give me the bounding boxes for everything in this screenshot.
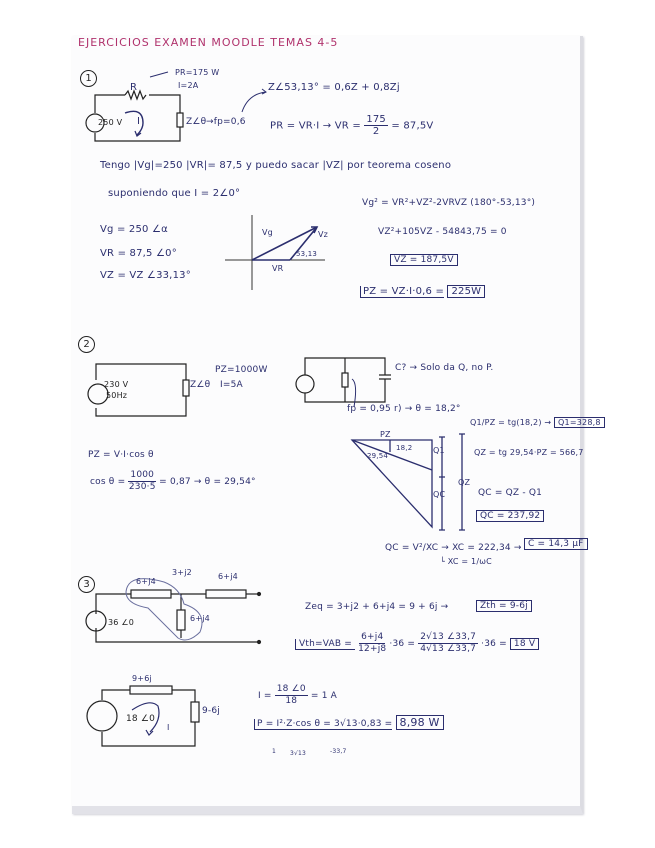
zth-result: Zth = 9-6j (476, 600, 532, 612)
source-frequency: 50Hz (106, 391, 128, 400)
triangle-qz-label: QZ (458, 478, 471, 487)
phasor-vr-label: VR (272, 264, 284, 273)
cosine-law-equation: Vg² = VR²+VZ²-2VRVZ (180°-53,13°) (362, 198, 536, 208)
ex1-text-line2: suponiendo que I = 2∠0° (108, 188, 241, 199)
parallel-result-label: 3+j2 (172, 568, 192, 577)
given-pr: PR=175 W (175, 68, 220, 77)
vz-result: VZ = 187,5V (390, 254, 458, 266)
cos-fraction: $\frac{1000}{230\cdot 5}$ (128, 470, 156, 492)
exercise-2-number: 2 (78, 336, 95, 353)
impedance-label: Z∠θ (190, 380, 211, 390)
triangle-pz-label: PZ (380, 430, 391, 439)
vr-calc (270, 114, 433, 137)
zeq-equation: Zeq = 3+j2 + 6+j4 = 9 + 6j → (305, 602, 449, 612)
power-result: 8,98 W (396, 715, 444, 730)
current-label: I (167, 723, 170, 732)
phasor-vz-label: Vz (318, 230, 329, 239)
given-pz: PZ=1000W (215, 365, 268, 375)
triangle-angle-large: 29,54 (367, 452, 389, 460)
arrow-icon (150, 72, 170, 78)
vr-formula: PR = VR·I → VR = (270, 120, 361, 132)
vth-result: 18 V (510, 638, 539, 650)
cos-theta-calc: cos θ = $\frac{1000}{230\cdot 5}$ = 0,87 → θ = 29,54° (90, 470, 256, 492)
pz-calc (360, 286, 485, 297)
z-angle-equation: Z∠53,13° = 0,6Z + 0,8Zj (268, 82, 400, 93)
vz-phasor: VZ = VZ ∠33,13° (100, 270, 191, 281)
triangle-angle-small: 18,2 (396, 444, 413, 452)
source-voltage: 230 V (104, 380, 129, 389)
q1-result: Q1=328,8 (554, 417, 605, 428)
current-calc: I = $\frac{18 \angle 0}{18}$ = 1 A (258, 684, 338, 706)
pz-formula: PZ = V·I·cos θ (88, 450, 154, 460)
given-i: I=2A (178, 81, 199, 90)
z-series-label: 9+6j (132, 674, 152, 683)
source-voltage: 36 ∠0 (108, 618, 134, 627)
document-title: EJERCICIOS EXAMEN MOODLE TEMAS 4-5 (78, 36, 339, 49)
triangle-q1-label: Q1 (433, 446, 445, 455)
vg-phasor: Vg = 250 ∠α (100, 224, 168, 235)
phasor-diagram (225, 215, 335, 295)
vr-fraction: $\frac{175}{2}$ (366, 114, 386, 137)
sub-i: 1 (272, 748, 277, 755)
sub-z: 3√13 (290, 750, 307, 757)
vth-calc: Vth=VAB = $\frac{6+j4}{12+j8}$ ·36 = $\frac{2√13 \angle 33,7}{4√13 \angle 33,7}$ ·36 = 18 V (295, 632, 539, 655)
source-voltage: 18 ∠0 (126, 714, 156, 724)
given-i: I=5A (220, 380, 243, 390)
pz-result: 225W (447, 285, 485, 298)
vr-result: = 87,5V (391, 120, 434, 132)
impedance-label: Z∠θ (186, 117, 207, 127)
pz-formula: PZ = VZ·I·0,6 = (360, 286, 444, 298)
ex1-circuit-diagram (85, 85, 205, 145)
power-calc: P = I²·Z·cos θ = 3√13·0,83 = 8,98 W (254, 716, 444, 729)
z3-label: 6+j4 (190, 614, 210, 623)
qc-formula: QC = QZ - Q1 (478, 488, 543, 498)
xc-note: └ XC = 1/ωC (440, 557, 492, 566)
z2-label: 6+j4 (218, 572, 238, 581)
exercise-1-number: 1 (80, 70, 97, 87)
arrow-icon (240, 88, 270, 114)
quadratic-equation: VZ²+105VZ - 54843,75 = 0 (378, 227, 507, 237)
qz-calc: QZ = tg 29,54·PZ = 566,7 (474, 448, 584, 457)
power-factor: →fp=0,6 (206, 117, 246, 127)
sub-theta: -33,7 (330, 748, 347, 755)
z-load-label: 9-6j (202, 706, 221, 716)
vr-phasor: VR = 87,5 ∠0° (100, 248, 177, 259)
phasor-angle-label: 53,13 (296, 250, 318, 258)
qc-xc-equation: QC = V²/XC → XC = 222,34 → (385, 543, 522, 553)
target-power-factor: fp = 0,95 r) → θ = 18,2° (347, 404, 461, 414)
resistor-label: R (130, 82, 138, 93)
q1-calc: Q1/PZ = tg(18,2) → Q1=328,8 (470, 418, 605, 427)
source-voltage: 250 V (98, 118, 123, 127)
phasor-vg-label: Vg (262, 228, 273, 237)
exercise-3-number: 3 (78, 576, 95, 593)
ex2-capacitor-circuit (295, 355, 395, 407)
triangle-qc-label: QC (433, 490, 446, 499)
current-label: I (137, 116, 141, 127)
capacitance-result: C = 14,3 μF (524, 538, 588, 550)
ex1-text-line1: Tengo |Vg|=250 |VR|= 87,5 y puedo sacar |VZ| por teorema coseno (100, 160, 452, 171)
ex3-circuit-diagram (88, 578, 268, 650)
z1-label: 6+j4 (136, 577, 156, 586)
qc-result: QC = 237,92 (476, 510, 544, 522)
capacitor-note: C? → Solo da Q, no P. (395, 363, 494, 373)
ex2-circuit-diagram (88, 360, 193, 420)
